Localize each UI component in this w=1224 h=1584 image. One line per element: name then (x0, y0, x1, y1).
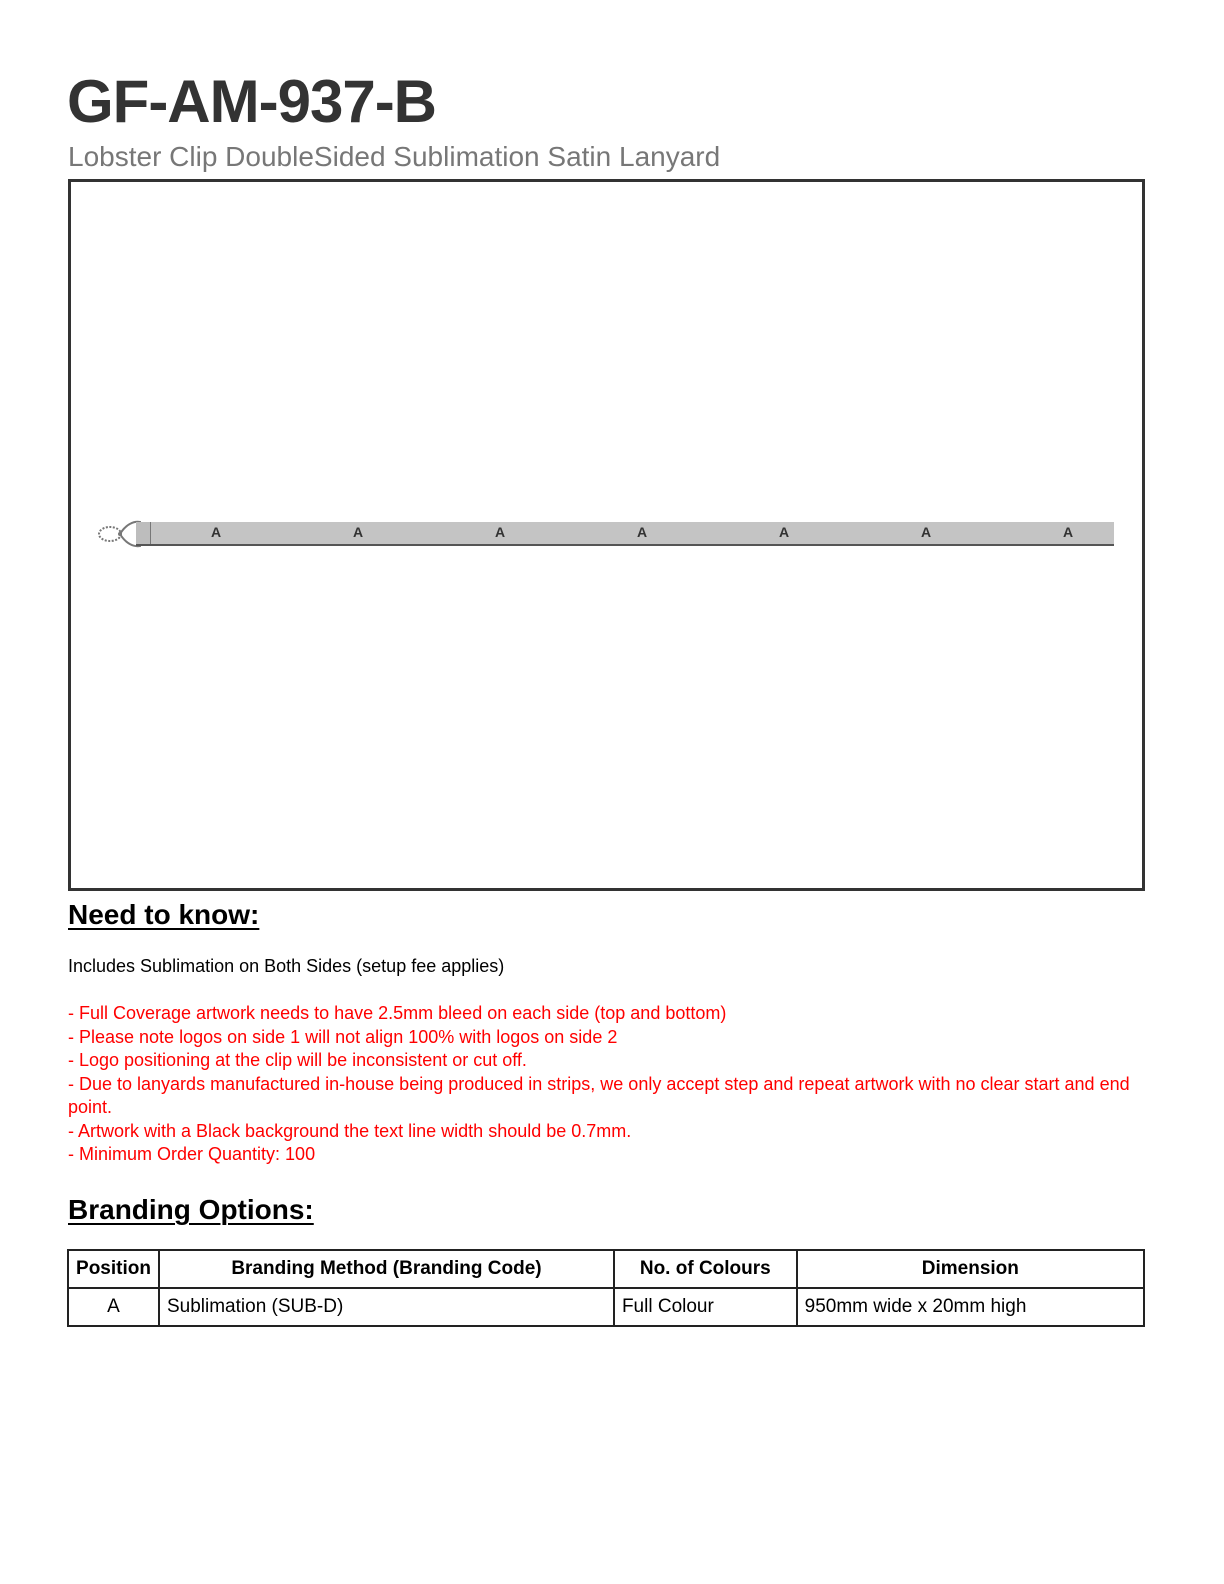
note-item: - Logo positioning at the clip will be inconsistent or cut off. (68, 1050, 527, 1070)
position-marker-a: A (211, 524, 222, 540)
note-item: - Due to lanyards manufactured in-house being produced in strips, we only accept step and repeat artwork with no clear start and end point. (68, 1073, 1130, 1117)
need-to-know-notes (68, 1002, 1148, 1167)
position-marker-a: A (637, 524, 648, 540)
position-marker-a: A (495, 524, 506, 540)
table-row (68, 1288, 1144, 1326)
note-item: - Please note logos on side 1 will not align 100% with logos on side 2 (68, 1026, 618, 1047)
position-marker-a: A (921, 524, 932, 540)
cell-position: A (68, 1288, 159, 1326)
position-marker-a: A (779, 524, 790, 540)
need-to-know-heading: Need to know: (68, 899, 260, 930)
position-marker-a: A (1063, 524, 1074, 540)
note-item: - Full Coverage artwork needs to have 2.5mm bleed on each side (top and bottom) (68, 1003, 727, 1023)
product-code-title: GF-AM-937-B (67, 68, 437, 135)
product-name-subtitle: Lobster Clip DoubleSided Sublimation Satin Lanyard (68, 141, 721, 172)
column-header-branding-method: Branding Method (Branding Code) (159, 1250, 614, 1288)
strap-end-fitting (136, 522, 151, 544)
cell-colours: Full Colour (614, 1288, 797, 1326)
column-header-position: Position (68, 1250, 159, 1288)
position-marker-a: A (353, 524, 364, 540)
cell-dimension: 950mm wide x 20mm high (797, 1288, 1144, 1326)
branding-options-table (67, 1249, 1145, 1327)
lanyard-strap (136, 522, 1114, 546)
table-header-row (68, 1250, 1144, 1288)
branding-options-heading: Branding Options: (68, 1194, 314, 1225)
need-to-know-intro: Includes Sublimation on Both Sides (setup fee applies) (68, 956, 505, 976)
column-header-colours: No. of Colours (614, 1250, 797, 1288)
note-item: - Artwork with a Black background the text line width should be 0.7mm. (68, 1120, 632, 1141)
column-header-dimension: Dimension (797, 1250, 1144, 1288)
cell-branding-method: Sublimation (SUB-D) (159, 1288, 614, 1326)
lanyard-illustration (96, 518, 1116, 550)
note-item: - Minimum Order Quantity: 100 (68, 1144, 316, 1164)
